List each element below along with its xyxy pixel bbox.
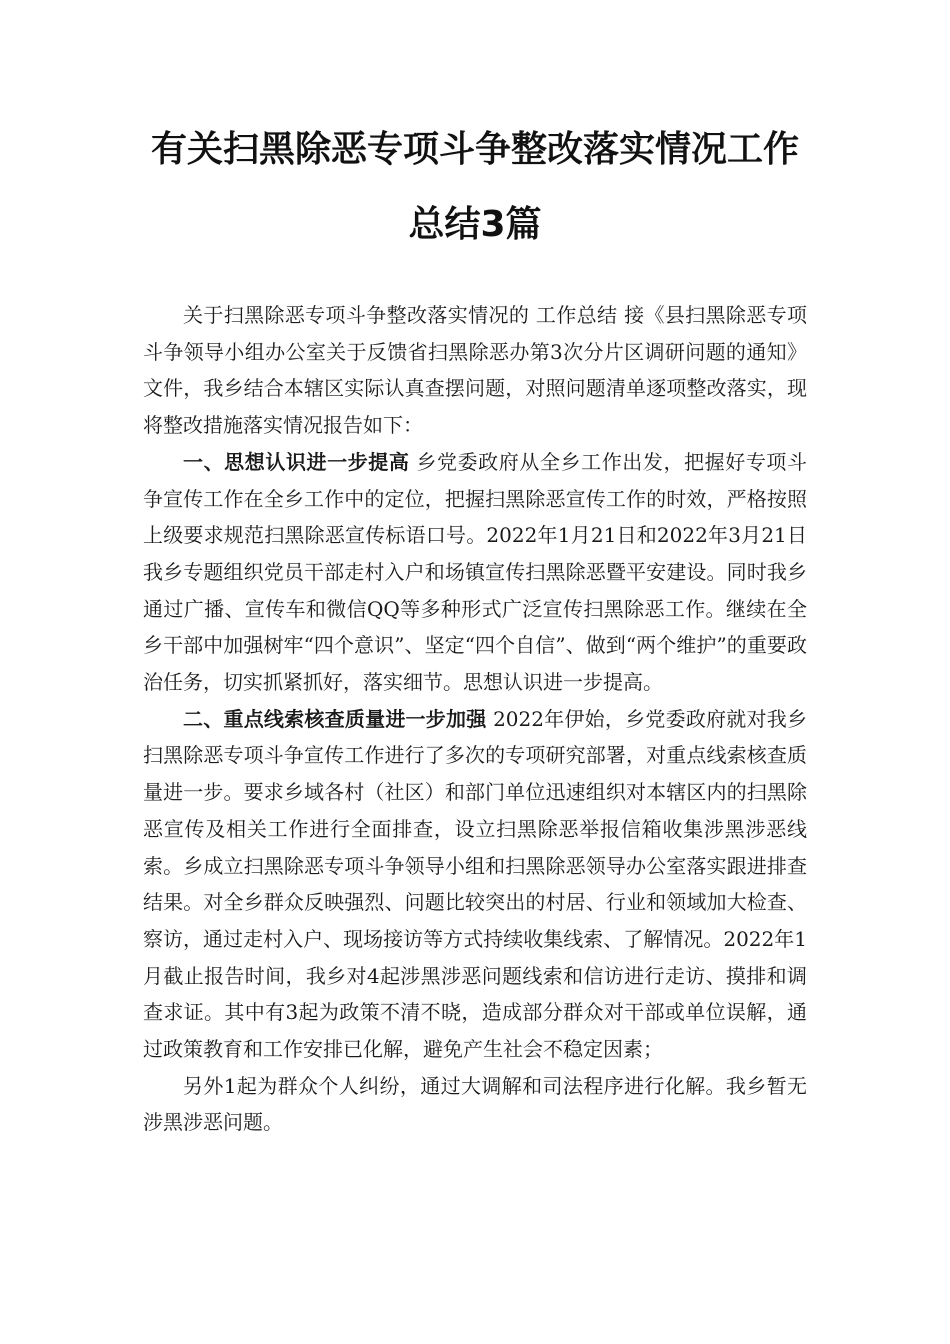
document-title-line-1: 有关扫黑除恶专项斗争整改落实情况工作 (150, 129, 799, 170)
paragraph-text: 乡党委政府从全乡工作出发，把握好专项斗争宣传工作在全乡工作中的定位，把握扫黑除恶宣传工作的时效，严格按照上级要求规范扫黑除恶宣传标语口号。2022年1月21日和2022年3月21日我乡专题组织党员干部走村入户和场镇宣传扫黑除恶暨平安建设。同时我乡通过广播、宣传车和微信QQ等多种形式广泛宣传扫黑除恶工作。继续在全乡干部中加强树牢“四个意识”、坚定“四个自信”、做到“两个维护”的重要政治任务，切实抓紧抓好，落实细节。思想认识进一步提高。 (143, 449, 807, 695)
section-heading: 二、重点线索核查质量进一步加强 (183, 706, 487, 731)
paragraph-text: 关于扫黑除恶专项斗争整改落实情况的 工作总结 接《县扫黑除恶专项斗争领导小组办公室关于反馈省扫黑除恶办第3次分片区调研问题的通知》文件，我乡结合本辖区实际认真查摆问题，对照问题清单逐项整改落实，现将整改措施落实情况报告如下： (143, 303, 807, 438)
document-title-line-2: 总结3篇 (408, 204, 542, 245)
paragraph-text: 另外1起为群众个人纠纷，通过大调解和司法程序进行化解。我乡暂无涉黑涉恶问题。 (143, 1073, 807, 1135)
paragraph-section-1 (143, 444, 807, 701)
paragraph-text: 2022年伊始，乡党委政府就对我乡扫黑除恶专项斗争宣传工作进行了多次的专项研究部署，对重点线索核查质量进一步。要求乡域各村（社区）和部门单位迅速组织对本辖区内的扫黑除恶宣传及相关工作进行全面排查，设立扫黑除恶举报信箱收集涉黑涉恶线索。乡成立扫黑除恶专项斗争领导小组和扫黑除恶领导办公室落实跟进排查结果。对全乡群众反映强烈、问题比较突出的村居、行业和领域加大检查、察访，通过走村入户、现场接访等方式持续收集线索、了解情况。2022年1月截止报告时间，我乡对4起涉黑涉恶问题线索和信访进行走访、摸排和调查求证。其中有3起为政策不清不晓，造成部分群众对干部或单位误解，通过政策教育和工作安排已化解，避免产生社会不稳定因素； (143, 706, 807, 1062)
section-heading: 一、思想认识进一步提高 (183, 449, 410, 474)
paragraph-section-2 (143, 701, 807, 1068)
document-body (143, 297, 807, 1141)
paragraph-closing (143, 1068, 807, 1141)
paragraph-intro (143, 297, 807, 444)
